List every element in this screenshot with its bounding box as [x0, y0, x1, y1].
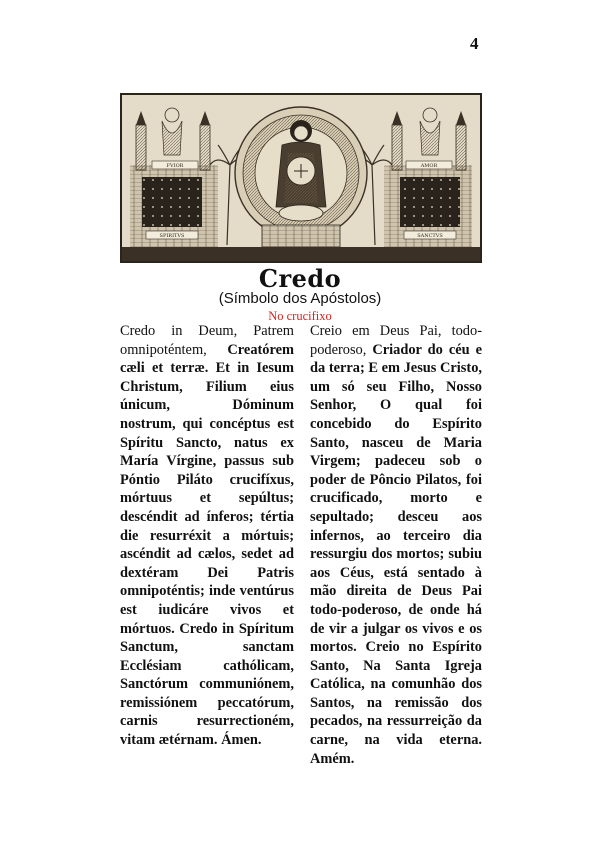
latin-column [120, 322, 294, 750]
subtitle: (Símbolo dos Apóstolos) [218, 290, 382, 307]
page-title: Credo [258, 264, 342, 293]
page-number: 4 [470, 34, 479, 53]
inscription-left: FVIOR [166, 163, 184, 169]
inscription-right: AMOR [420, 163, 438, 169]
banner-left: SPIRITVS [159, 233, 185, 239]
portuguese-intro: Creio em Deus Pai, todo-poderoso, [310, 323, 482, 358]
banner-right: SANCTVS [417, 233, 443, 239]
christ-enthroned-engraving-icon [122, 95, 480, 261]
latin-body: Creatórem cæli et terræ. Et in Iesum Christum, Filium eius únicum, Dóminum nostrum, qui concéptus est Spíritu Sancto, natus ex María Vírgine, passus sub Póntio Piláto crucifíxus, mórtuus et sepúltus; descéndit ad ínferos; tértia die resurréxit a mórtuis; ascéndit ad cælos, sedet ad dextéram Dei Patris omnipoténtis; inde ventúrus est iudicáre vivos et mórtuos. Credo in Spíritum Sanctum, sanctam Ecclésiam cathólicam, Sanctórum communiónem, remissiónem peccatórum, carnis resurrectioném, vitam ætérnam. Ámen. [120, 341, 294, 749]
rubric: No crucifixo [268, 309, 332, 323]
portuguese-body: Criador do céu e da terra; E em Jesus Cristo, um só seu Filho, Nosso Senhor, O qual foi concebido do Espírito Santo, nasceu de Maria Virgem; padeceu sob o poder de Pôncio Pilatos, foi crucificado, morto e sepultado; desceu aos infernos, ao terceiro dia ressurgiu dos mortos; subiu aos Céus, está sentado à mão direita de Deus Pai todo-poderoso, de onde há de vir a julgar os vivos e os mortos. Creio no Espírito Santo, Na Santa Igreja Católica, na comunhão dos Santos, na remissão dos pecados, na ressurreição da carne, na vida eterna. Amém. [310, 341, 482, 767]
engraving-image [120, 93, 482, 263]
portuguese-column [310, 322, 482, 768]
latin-intro: Credo in Deum, Patrem omnipoténtem, [120, 323, 294, 358]
